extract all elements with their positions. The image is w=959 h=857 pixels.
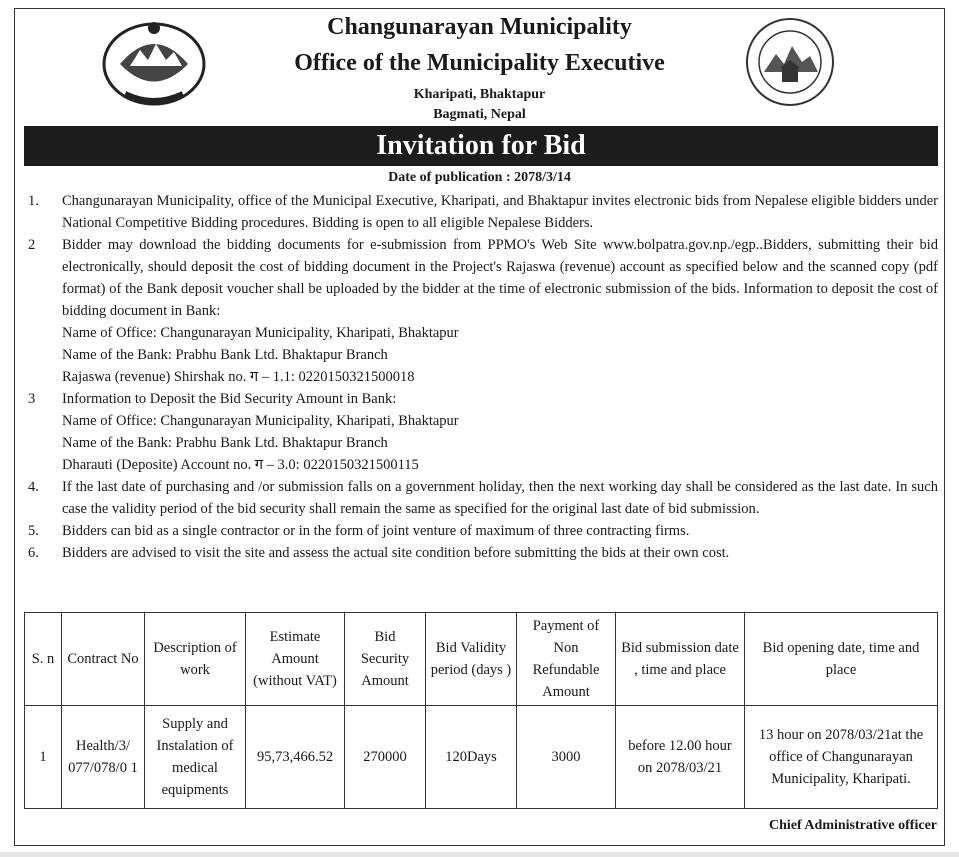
item-text: Information to Deposit the Bid Security Amount in Bank: <box>62 391 397 407</box>
column-header: Contract No <box>62 613 145 706</box>
bid-table <box>24 612 938 809</box>
list-item <box>24 190 938 234</box>
office-name: Office of the Municipality Executive <box>294 50 665 76</box>
table-cell: 120Days <box>426 706 517 809</box>
notice-title: Invitation for Bid <box>24 126 938 166</box>
table-header-row <box>25 613 938 706</box>
table-cell: before 12.00 hour on 2078/03/21 <box>616 706 745 809</box>
list-item <box>24 542 938 564</box>
table-cell: Supply and Instalation of medical equipments <box>145 706 246 809</box>
item-text: Bidder may download the bidding documents for e-submission from PPMO's Web Site www.bolpatra.gov.np./egp..Bidders, submitting their bid electronically, should deposit the cost of bidding document in the Project's Rajaswa (revenue) account as specified below and the scanned copy (pdf format) of the Bank deposit voucher shall be uploaded by the bidder at the time of electronic submission of the bids. Information to deposit the cost of bidding document in Bank: <box>62 237 938 319</box>
header <box>0 0 959 125</box>
column-header: Bid Validity period (days ) <box>426 613 517 706</box>
item-text: If the last date of purchasing and /or submission falls on a government holiday, then the next working day shall be considered as the last date. In such case the validity period of the bid security shall remain the same as specified for the original last date of bid submission. <box>62 479 938 517</box>
column-header: Payment of Non Refundable Amount <box>517 613 616 706</box>
table-cell: 13 hour on 2078/03/21at the office of Changunarayan Municipality, Kharipati. <box>745 706 938 809</box>
publication-date: Date of publication : 2078/3/14 <box>388 170 571 185</box>
notice-body <box>24 190 938 564</box>
column-header: Bid opening date, time and place <box>745 613 938 706</box>
address-line-1: Kharipati, Bhaktapur <box>413 87 546 102</box>
item-number: 1. <box>28 193 39 209</box>
table-cell: 95,73,466.52 <box>246 706 345 809</box>
table-cell: 3000 <box>517 706 616 809</box>
municipality-name: Changunarayan Municipality <box>327 14 632 40</box>
item-number: 5. <box>28 523 39 539</box>
item-number: 2 <box>28 237 36 253</box>
item-text: Bidders can bid as a single contractor or in the form of joint venture of maximum of three contracting firms. <box>62 523 690 539</box>
item-number: 3 <box>28 391 36 407</box>
item-text: Name of Office: Changunarayan Municipality, Kharipati, Bhaktapur <box>62 325 459 341</box>
list-item <box>24 234 938 388</box>
item-text: Name of the Bank: Prabhu Bank Ltd. Bhaktapur Branch <box>62 347 388 363</box>
column-header: S. n <box>25 613 62 706</box>
item-text: Name of Office: Changunarayan Municipality, Kharipati, Bhaktapur <box>62 413 459 429</box>
item-text: Dharauti (Deposite) Account no. ग – 3.0: 0220150321500115 <box>62 457 419 473</box>
list-item <box>24 520 938 542</box>
item-text: Changunarayan Municipality, office of the Municipal Executive, Kharipati, and Bhaktapur invites electronic bids from Nepalese eligible bidders under National Competitive Bidding procedures. Bidding is open to all eligible Nepalese Bidders. <box>62 193 938 231</box>
table-cell: 1 <box>25 706 62 809</box>
item-text: Name of the Bank: Prabhu Bank Ltd. Bhaktapur Branch <box>62 435 388 451</box>
item-number: 6. <box>28 545 39 561</box>
column-header: Estimate Amount (without VAT) <box>246 613 345 706</box>
column-header: Bid Security Amount <box>345 613 426 706</box>
column-header: Bid submission date , time and place <box>616 613 745 706</box>
column-header: Description of work <box>145 613 246 706</box>
address-line-2: Bagmati, Nepal <box>433 107 526 122</box>
table-cell: 270000 <box>345 706 426 809</box>
signature-title: Chief Administrative officer <box>769 818 937 833</box>
list-item <box>24 388 938 476</box>
item-text: Rajaswa (revenue) Shirshak no. ग – 1.1: 0220150321500018 <box>62 369 415 385</box>
table-cell: Health/3/ 077/078/0 1 <box>62 706 145 809</box>
list-item <box>24 476 938 520</box>
item-number: 4. <box>28 479 39 495</box>
item-text: Bidders are advised to visit the site and assess the actual site condition before submitting the bids at their own cost. <box>62 545 730 561</box>
table-row <box>25 706 938 809</box>
page-bottom-edge <box>0 852 959 857</box>
